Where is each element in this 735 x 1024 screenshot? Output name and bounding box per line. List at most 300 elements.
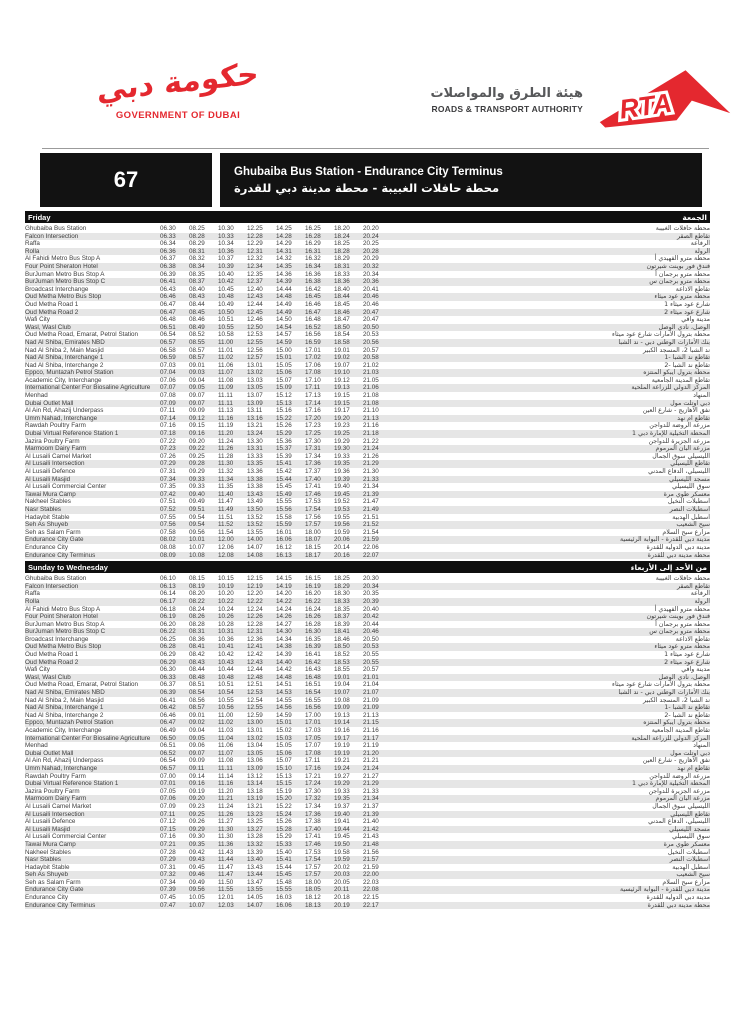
times-group <box>160 301 392 309</box>
stop-name: Nakheel Stables <box>25 498 71 506</box>
time-cell: 07.21 <box>160 840 176 848</box>
time-cell: 13.38 <box>247 483 263 491</box>
stop-name-ar: معسكر طوي مرة <box>663 840 710 848</box>
time-cell: 07.15 <box>160 825 176 833</box>
time-cell: 18.33 <box>334 270 350 278</box>
route-title-arabic: محطة حافلات الغبيبة - محطة مدينة دبي للقدرة <box>234 180 500 195</box>
time-cell: 18.46 <box>334 635 350 643</box>
time-cell: 18.50 <box>334 643 350 651</box>
stop-name: Jazira Poultry Farm <box>25 437 80 445</box>
time-cell: 08.32 <box>189 255 205 263</box>
time-cell: 11.47 <box>218 863 234 871</box>
time-cell: 19.04 <box>334 681 350 689</box>
table-row <box>25 430 710 438</box>
time-cell: 21.42 <box>363 825 379 833</box>
time-cell: 06.39 <box>160 689 176 697</box>
time-cell: 14.26 <box>276 613 292 621</box>
time-cell: 20.55 <box>363 651 379 659</box>
time-cell: 14.20 <box>276 590 292 598</box>
time-cell: 13.04 <box>247 742 263 750</box>
time-cell: 09.54 <box>189 513 205 521</box>
time-cell: 14.27 <box>276 620 292 628</box>
time-cell: 09.51 <box>189 505 205 513</box>
time-cell: 21.20 <box>363 749 379 757</box>
time-cell: 11.06 <box>218 742 234 750</box>
time-cell: 21.57 <box>363 856 379 864</box>
time-cell: 18.45 <box>334 300 350 308</box>
time-cell: 13.01 <box>247 727 263 734</box>
time-cell: 12.57 <box>247 354 263 362</box>
time-cell: 12.24 <box>247 605 263 613</box>
time-cell: 15.29 <box>276 833 292 841</box>
time-cell: 09.23 <box>189 802 205 810</box>
time-cell: 17.20 <box>305 414 321 422</box>
stop-name-ar: تقاطع الصقر <box>676 582 710 590</box>
stop-name-ar: تقاطع ام نهد <box>677 414 710 422</box>
stop-name-ar: شارع عود ميثاء 1 <box>664 651 710 659</box>
time-cell: 20.30 <box>363 575 379 583</box>
time-cell: 17.41 <box>305 483 321 491</box>
time-cell: 13.14 <box>247 780 263 788</box>
stop-name: Four Point Sheraton Hotel <box>25 262 98 270</box>
time-cell: 08.54 <box>189 689 205 697</box>
times-group <box>160 871 392 879</box>
stop-name: Menhad <box>25 392 48 400</box>
times-group <box>160 833 392 841</box>
time-cell: 15.58 <box>276 513 292 521</box>
stop-name: Al Lusaili Masjid <box>25 825 71 833</box>
time-cell: 08.35 <box>189 270 205 278</box>
stop-name-ar: الرولة <box>694 247 710 255</box>
stop-name-ar: تقاطع المدينة الجامعية <box>651 376 710 384</box>
time-cell: 11.11 <box>218 399 233 407</box>
time-cell: 10.55 <box>218 696 234 704</box>
stop-name: Endurance City Gate <box>25 536 84 544</box>
time-cell: 09.49 <box>189 498 205 506</box>
time-cell: 21.37 <box>363 802 379 810</box>
stop-name: Nasr Stables <box>25 505 62 513</box>
time-cell: 21.30 <box>363 468 379 475</box>
times-group <box>160 225 392 233</box>
stop-name: BurJuman Metro Bus Stop A <box>25 620 105 628</box>
stop-name: Nad Al Shiba, Emirates NBD <box>25 338 105 346</box>
time-cell: 09.45 <box>189 863 205 871</box>
times-group <box>160 621 392 629</box>
stop-name-ar: نفق الأهازيج - شارع العين <box>642 407 710 415</box>
time-cell: 14.00 <box>247 536 263 544</box>
times-group <box>160 544 392 552</box>
time-cell: 12.42 <box>247 651 263 659</box>
time-cell: 16.47 <box>305 308 321 316</box>
stop-name: Nakheel Stables <box>25 848 71 856</box>
time-cell: 17.10 <box>305 376 321 384</box>
time-cell: 16.26 <box>305 613 321 621</box>
time-cell: 09.30 <box>189 833 205 841</box>
time-cell: 10.51 <box>218 681 234 689</box>
table-row <box>25 886 710 894</box>
time-cell: 12.35 <box>247 270 263 278</box>
time-cell: 10.49 <box>218 300 234 308</box>
time-cell: 10.45 <box>218 285 234 293</box>
time-cell: 14.59 <box>276 338 292 346</box>
stop-name-ar: نفق الأهازيج - شارع العين <box>642 757 710 765</box>
time-cell: 15.49 <box>276 490 292 498</box>
stop-name-ar: اسطبلات النخيل <box>667 848 710 856</box>
time-cell: 12.48 <box>247 673 263 681</box>
time-cell: 15.48 <box>276 878 292 886</box>
time-cell: 20.18 <box>334 894 350 902</box>
time-cell: 17.53 <box>305 848 321 856</box>
time-cell: 13.55 <box>247 886 263 894</box>
time-cell: 15.07 <box>276 757 292 765</box>
time-cell: 15.20 <box>276 795 292 803</box>
time-cell: 14.42 <box>276 666 292 674</box>
time-cell: 13.03 <box>247 376 263 384</box>
times-group <box>160 606 392 614</box>
time-cell: 13.31 <box>247 445 263 453</box>
time-cell: 12.08 <box>218 551 234 559</box>
time-cell: 09.28 <box>189 460 205 468</box>
time-cell: 17.32 <box>305 795 321 803</box>
time-cell: 13.09 <box>247 764 263 772</box>
table-row <box>25 506 710 514</box>
time-cell: 16.36 <box>305 270 321 278</box>
time-cell: 09.12 <box>189 414 205 422</box>
table-row <box>25 362 710 370</box>
table-row <box>25 422 710 430</box>
stop-name-ar: محطة بترول الأمارات شارع عود ميثاء <box>612 331 710 339</box>
table-row <box>25 795 710 803</box>
time-cell: 06.43 <box>160 285 176 293</box>
stop-name-ar: الليسيلي سوق الجمال <box>652 452 710 460</box>
header-divider <box>42 148 709 149</box>
stop-name: Eppco, Muntazah Petrol Station <box>25 369 114 377</box>
time-cell: 11.40 <box>218 490 234 498</box>
time-cell: 11.11 <box>218 392 233 400</box>
table-row <box>25 659 710 667</box>
time-cell: 19.12 <box>334 376 350 384</box>
time-cell: 17.25 <box>305 430 321 438</box>
time-cell: 19.59 <box>334 528 350 536</box>
time-cell: 15.41 <box>276 856 292 864</box>
table-row <box>25 833 710 841</box>
time-cell: 21.16 <box>363 422 379 430</box>
stop-name: Al Lusaili Defence <box>25 818 76 826</box>
time-cell: 13.52 <box>247 513 263 521</box>
time-cell: 17.56 <box>305 513 321 521</box>
times-group <box>160 354 392 362</box>
time-cell: 09.26 <box>189 818 205 826</box>
time-cell: 12.45 <box>247 308 263 316</box>
stop-name: Al Ain Rd, Ahazij Underpass <box>25 407 104 415</box>
table-row <box>25 331 710 339</box>
time-cell: 12.44 <box>247 666 263 674</box>
time-cell: 06.47 <box>160 719 176 727</box>
time-cell: 13.33 <box>247 452 263 460</box>
time-cell: 13.49 <box>247 498 263 506</box>
time-cell: 16.42 <box>305 658 321 666</box>
time-cell: 15.39 <box>276 452 292 460</box>
time-cell: 13.19 <box>247 795 263 803</box>
time-cell: 19.55 <box>334 513 350 521</box>
time-cell: 17.37 <box>305 468 321 475</box>
time-cell: 10.37 <box>218 255 234 263</box>
time-cell: 16.25 <box>305 225 321 232</box>
time-cell: 09.07 <box>189 399 205 407</box>
table-row <box>25 293 710 301</box>
time-cell: 13.11 <box>247 407 263 415</box>
table-row <box>25 248 710 256</box>
time-cell: 08.02 <box>160 536 176 544</box>
time-cell: 15.13 <box>276 772 292 780</box>
times-group <box>160 894 392 902</box>
time-cell: 20.14 <box>334 543 350 551</box>
stop-name: Raffa <box>25 240 40 248</box>
time-cell: 20.20 <box>363 225 379 232</box>
time-cell: 17.06 <box>305 361 321 369</box>
times-group <box>160 483 392 491</box>
table-row <box>25 757 710 765</box>
stop-name-ar: اسطبلات النصر <box>669 856 710 864</box>
time-cell: 09.09 <box>189 407 205 415</box>
stop-name: BurJuman Metro Bus Stop A <box>25 270 105 278</box>
stop-name-ar: اسطبلات النصر <box>669 505 710 513</box>
time-cell: 17.46 <box>305 840 321 848</box>
time-cell: 11.55 <box>218 886 234 894</box>
time-cell: 15.16 <box>276 407 292 415</box>
table-row <box>25 712 710 720</box>
time-cell: 13.36 <box>247 468 263 475</box>
time-cell: 14.38 <box>276 643 292 651</box>
time-cell: 13.39 <box>247 848 263 856</box>
time-cell: 19.15 <box>334 392 350 400</box>
times-group <box>160 316 392 324</box>
time-cell: 21.19 <box>363 742 379 750</box>
time-cell: 15.28 <box>276 825 292 833</box>
times-group <box>160 659 392 667</box>
time-cell: 18.28 <box>334 247 350 255</box>
time-cell: 13.55 <box>247 528 263 536</box>
time-cell: 20.29 <box>363 255 379 263</box>
time-cell: 13.43 <box>247 863 263 871</box>
time-cell: 11.09 <box>218 384 234 392</box>
times-group <box>160 803 392 811</box>
time-cell: 10.42 <box>218 651 234 659</box>
stop-name-ar: الرفاعة <box>690 590 710 598</box>
time-cell: 10.01 <box>189 536 205 544</box>
time-cell: 14.57 <box>276 331 292 339</box>
time-cell: 18.00 <box>305 528 321 536</box>
time-cell: 07.16 <box>160 422 176 430</box>
time-cell: 14.30 <box>276 628 292 636</box>
time-cell: 08.40 <box>189 285 205 293</box>
table-row <box>25 689 710 697</box>
stop-name: Umm Nahad, Interchange <box>25 764 98 772</box>
times-group <box>160 347 392 355</box>
time-cell: 08.51 <box>189 681 205 689</box>
time-cell: 21.27 <box>363 772 379 780</box>
stop-name: Rawdah Poultry Farm <box>25 422 86 430</box>
table-row <box>25 674 710 682</box>
time-cell: 14.40 <box>276 658 292 666</box>
time-cell: 07.22 <box>160 437 176 445</box>
time-cell: 11.47 <box>218 498 234 506</box>
time-cell: 13.28 <box>247 833 263 841</box>
time-cell: 09.33 <box>189 475 205 483</box>
government-of-dubai-calligraphy-icon: حكومة دبي <box>96 56 260 109</box>
time-cell: 07.31 <box>160 468 176 475</box>
stop-name: Four Point Sheraton Hotel <box>25 613 98 621</box>
time-cell: 19.15 <box>334 399 350 407</box>
time-cell: 10.07 <box>189 543 205 551</box>
stop-name-ar: ند الشبا 2، المسجد الكبير <box>643 346 710 354</box>
stop-name: Menhad <box>25 742 48 750</box>
time-cell: 19.08 <box>334 696 350 704</box>
time-cell: 18.41 <box>334 628 350 636</box>
time-cell: 20.39 <box>363 597 379 605</box>
stop-name: Marmoom Dairy Farm <box>25 445 87 453</box>
time-cell: 06.30 <box>160 666 176 674</box>
times-group <box>160 468 392 476</box>
stop-name-ar: تقاطع الصقر <box>676 232 710 240</box>
time-cell: 10.50 <box>218 308 234 316</box>
time-cell: 06.33 <box>160 673 176 681</box>
time-cell: 10.42 <box>218 278 234 286</box>
time-cell: 13.00 <box>247 719 263 727</box>
time-cell: 20.24 <box>363 232 379 240</box>
time-cell: 20.34 <box>363 582 379 590</box>
time-cell: 13.23 <box>247 810 263 818</box>
stop-name-ar: مزرعة البان المرموم <box>655 795 710 803</box>
stop-name-ar: بنك الأمارات الوطني دبي - ند الشبا <box>618 338 710 346</box>
table-row <box>25 621 710 629</box>
time-cell: 07.00 <box>160 772 176 780</box>
time-cell: 07.01 <box>160 780 176 788</box>
time-cell: 21.40 <box>363 818 379 826</box>
time-cell: 19.13 <box>334 711 350 719</box>
time-cell: 15.07 <box>276 376 292 384</box>
time-cell: 19.35 <box>334 795 350 803</box>
table-row <box>25 278 710 286</box>
stop-name-ar: مزرعة البان المرموم <box>655 445 710 453</box>
table-row <box>25 407 710 415</box>
time-cell: 11.20 <box>218 787 234 795</box>
stop-name: Al Lusaili Camel Market <box>25 452 92 460</box>
stop-name-ar: تقاطع المدينة الجامعية <box>651 727 710 734</box>
time-cell: 17.16 <box>305 764 321 772</box>
time-cell: 15.44 <box>276 863 292 871</box>
time-cell: 12.40 <box>247 285 263 293</box>
stop-name-ar: سيح الشعيب <box>676 871 710 879</box>
time-cell: 09.02 <box>189 719 205 727</box>
time-cell: 16.15 <box>305 575 321 583</box>
time-cell: 18.13 <box>305 901 321 909</box>
times-group <box>160 856 392 864</box>
times-group <box>160 362 392 370</box>
time-cell: 11.52 <box>218 521 234 529</box>
time-cell: 18.25 <box>334 575 350 583</box>
stop-name-ar: الوصل، نادي الوصل <box>658 323 710 331</box>
times-group <box>160 689 392 697</box>
time-cell: 14.44 <box>276 285 292 293</box>
time-cell: 14.07 <box>247 901 263 909</box>
time-cell: 10.48 <box>218 293 234 301</box>
time-cell: 15.09 <box>276 384 292 392</box>
time-cell: 13.43 <box>247 490 263 498</box>
time-cell: 17.13 <box>305 392 321 400</box>
times-group <box>160 742 392 750</box>
time-cell: 16.38 <box>305 278 321 286</box>
time-cell: 16.43 <box>305 666 321 674</box>
time-cell: 07.45 <box>160 894 176 902</box>
time-cell: 19.36 <box>334 468 350 475</box>
time-cell: 19.33 <box>334 787 350 795</box>
time-cell: 19.59 <box>334 856 350 864</box>
time-cell: 20.50 <box>363 323 379 331</box>
times-group <box>160 498 392 506</box>
time-cell: 22.03 <box>363 878 379 886</box>
time-cell: 08.52 <box>189 331 205 339</box>
time-cell: 12.54 <box>247 696 263 704</box>
authority-name-english: ROADS & TRANSPORT AUTHORITY <box>431 104 583 114</box>
time-cell: 15.01 <box>276 354 292 362</box>
stop-name: Dubai Outlet Mall <box>25 399 74 407</box>
time-cell: 14.05 <box>247 894 263 902</box>
time-cell: 08.44 <box>189 666 205 674</box>
time-cell: 14.56 <box>276 704 292 712</box>
time-cell: 11.16 <box>218 780 234 788</box>
time-cell: 07.29 <box>160 856 176 864</box>
time-cell: 17.34 <box>305 802 321 810</box>
rta-logo-icon <box>598 64 732 148</box>
time-cell: 10.34 <box>218 240 234 248</box>
stop-name: Nad Al Shiba, Interchange 2 <box>25 711 104 719</box>
time-cell: 15.05 <box>276 742 292 750</box>
stop-name: Dubai Virtual Reference Station 1 <box>25 430 119 438</box>
time-cell: 17.14 <box>305 399 321 407</box>
time-cell: 19.39 <box>334 475 350 483</box>
stop-name-ar: مزارع سيح السلام <box>662 528 710 536</box>
time-cell: 20.25 <box>363 240 379 248</box>
time-cell: 18.55 <box>334 666 350 674</box>
times-group <box>160 248 392 256</box>
stop-name-ar: محطة مترو برجمان أ <box>655 620 710 628</box>
stop-name-ar: تقاطع الاذاعة <box>675 285 710 293</box>
table-row <box>25 521 710 529</box>
times-group <box>160 529 392 537</box>
stop-name-ar: المحطة التخيلية للإمارة دبي 1 <box>632 430 710 438</box>
table-row <box>25 263 710 271</box>
table-row <box>25 453 710 461</box>
table-row <box>25 598 710 606</box>
stop-name-ar: تقاطع ام نهد <box>677 764 710 772</box>
times-group <box>160 491 392 499</box>
government-of-dubai-label: GOVERNMENT OF DUBAI <box>115 110 241 121</box>
table-row <box>25 286 710 294</box>
table-row <box>25 339 710 347</box>
time-cell: 19.30 <box>334 445 350 453</box>
table-row <box>25 742 710 750</box>
time-cell: 13.50 <box>247 505 263 513</box>
time-cell: 10.26 <box>218 613 234 621</box>
time-cell: 10.22 <box>218 597 234 605</box>
table-row <box>25 811 710 819</box>
time-cell: 21.05 <box>363 376 379 384</box>
time-cell: 08.41 <box>189 643 205 651</box>
time-cell: 08.48 <box>189 673 205 681</box>
table-row <box>25 384 710 392</box>
table-row <box>25 316 710 324</box>
